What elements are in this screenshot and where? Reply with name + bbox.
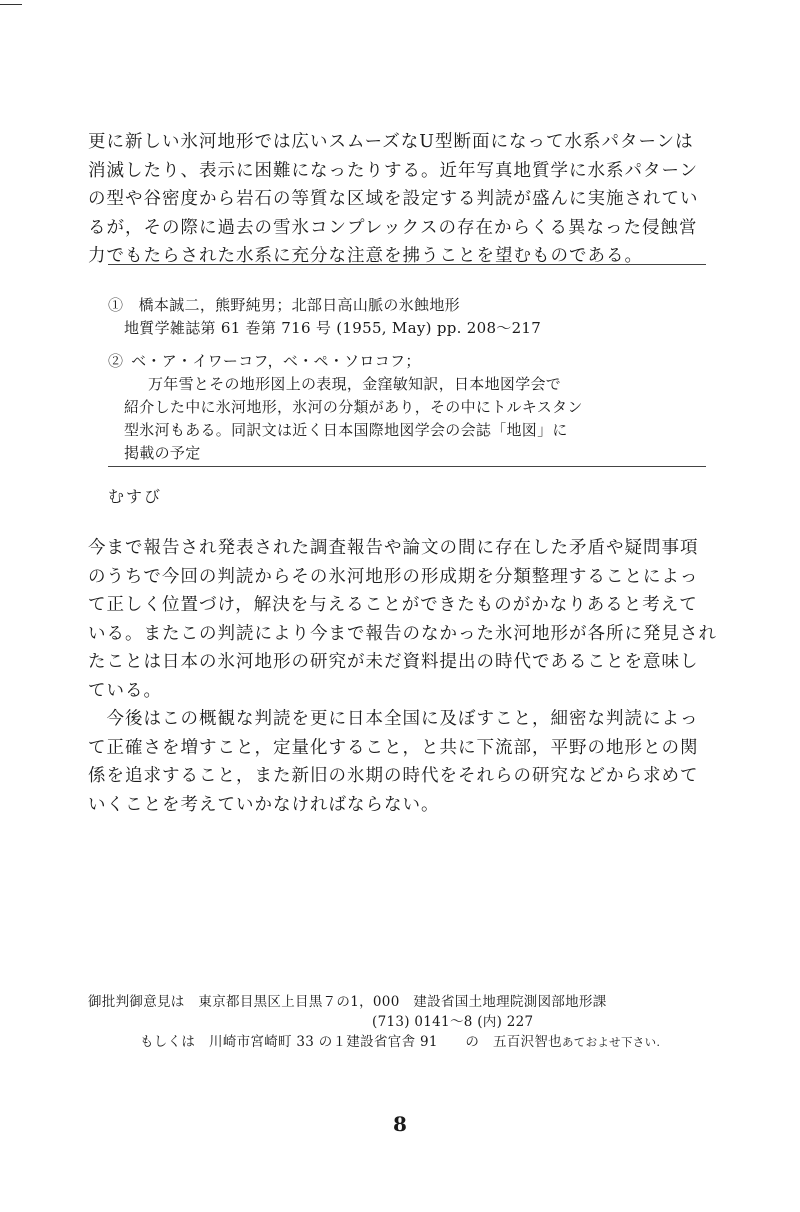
text-line: て正確さを増すこと，定量化すること，と共に下流部，平野の地形との関 <box>88 737 699 758</box>
text-line: いくことを考えていかなければならない。 <box>88 794 440 815</box>
text-line: 今後はこの概観な判読を更に日本全国に及ぼすこと，細密な判読によっ <box>88 709 699 729</box>
contact-line-1 <box>88 990 607 1010</box>
footnote-1-line-1: 橋本誠二，熊野純男；北部日高山脈の氷蝕地形 <box>138 296 460 314</box>
text-line: いる。またこの判読により今まで報告のなかった氷河地形が各所に発見され <box>88 623 717 644</box>
contact-phone: (713) 0141〜8 (内) 227 <box>372 1014 534 1030</box>
footnote-2-line-2: 万年雪とその地形図上の表現，金窪敏知訳，日本地図学会で <box>148 375 562 393</box>
text-line: のうちで今回の判読からその氷河地形の形成期を分類整理することによっ <box>88 566 699 587</box>
contact-particle: の <box>465 1034 480 1050</box>
footnote-bottom-rule <box>108 466 706 467</box>
footnote-1 <box>108 294 541 340</box>
contact-label: 御批判御意見は <box>88 994 185 1010</box>
contact-line-3 <box>140 1030 660 1050</box>
contact-suffix: あておよせ下さい. <box>561 1035 661 1049</box>
conclusion-paragraph-1 <box>88 534 728 705</box>
footnote-2 <box>108 350 583 465</box>
contact-alt-label: もしくは <box>140 1034 196 1050</box>
conclusion-paragraph-2 <box>88 705 728 819</box>
text-line: 消滅したり、表示に困難になったりする。近年写真地質学に水系パターン <box>88 160 699 181</box>
footnote-top-rule <box>108 264 706 265</box>
intro-paragraph <box>88 128 728 271</box>
text-line: 力でもたらされた水系に充分な注意を拂うことを望むものである。 <box>88 246 643 266</box>
text-line: たことは日本の氷河地形の研究が未だ資料提出の時代であることを意味し <box>88 652 699 672</box>
footnote-2-line-5: 掲載の予定 <box>124 444 201 462</box>
text-line: の型や谷密度から岩石の等質な区域を設定する判読が盛んに実施されてい <box>88 189 699 209</box>
footnote-2-line-4: 型氷河もある。同訳文は近く日本国際地図学会の会誌「地図」に <box>124 421 568 439</box>
text-line: 更に新しい氷河地形では広いスムーズなU型断面になって水系パターンは <box>88 132 694 152</box>
corner-mark <box>0 4 22 5</box>
contact-address: 東京都目黒区上目黒７の1，000 建設省国土地理院測図部地形課 <box>198 994 607 1010</box>
text-line: るが，その際に過去の雪氷コンプレックスの存在からくる異なった侵蝕営 <box>88 217 698 238</box>
text-line: ている。 <box>88 680 162 701</box>
footnote-2-line-3: 紹介した中に氷河地形，氷河の分類があり，その中にトルキスタン <box>124 398 583 416</box>
footnote-1-marker: ① <box>108 296 124 314</box>
footnote-2-marker: ② <box>108 352 124 370</box>
footnote-2-line-1: ベ・ア・イワーコフ，ベ・ペ・ソロコフ； <box>131 352 421 370</box>
contact-alt-address: 川崎市宮崎町 33 の１建設省官舎 91 <box>209 1034 438 1050</box>
footnote-1-line-2: 地質学雑誌第 61 巻第 716 号 (1955, May) pp. 208〜217 <box>124 319 542 337</box>
contact-name: 五百沢智也 <box>492 1034 562 1050</box>
page-number: 8 <box>393 1112 407 1136</box>
conclusion-heading: むすび <box>108 487 163 506</box>
text-line: 今まで報告され発表された調査報告や論文の間に存在した矛盾や疑問事項 <box>88 538 699 558</box>
text-line: 係を追求すること，また新旧の氷期の時代をそれらの研究などから求めて <box>88 766 699 786</box>
text-line: て正しく位置づけ，解決を与えることができたものがかなりあると考えて <box>88 595 698 615</box>
